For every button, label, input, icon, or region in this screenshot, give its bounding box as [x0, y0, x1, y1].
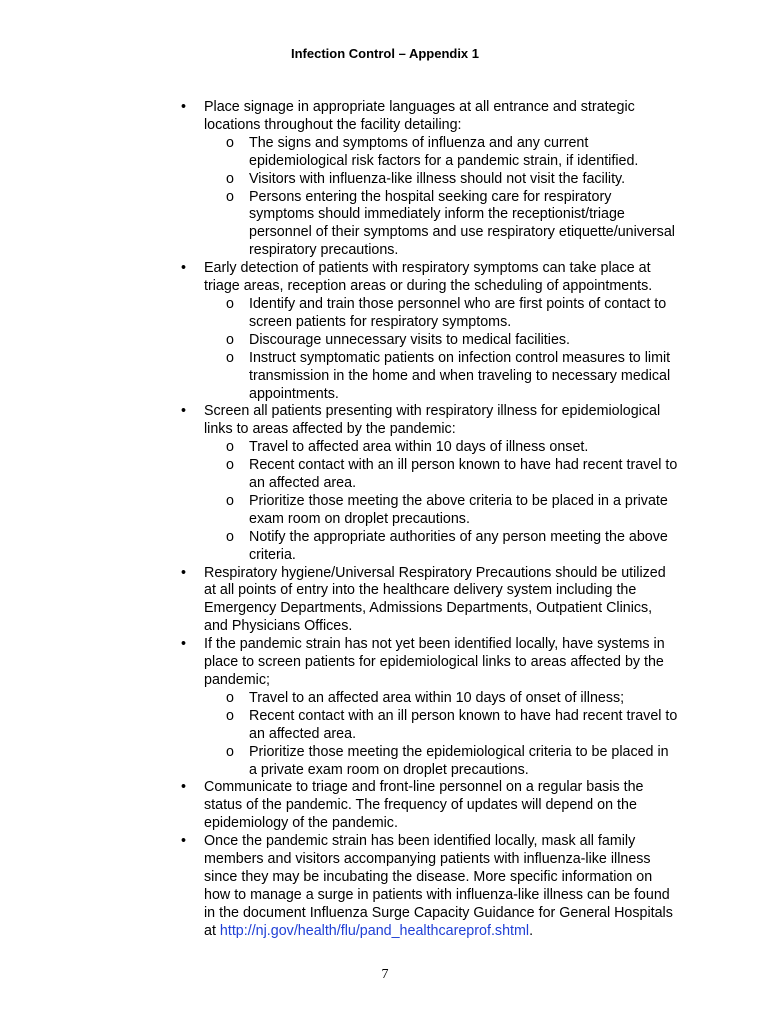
- bullet-list: [178, 99, 678, 941]
- sub-bullet-icon: o: [226, 457, 234, 474]
- sub-bullet-text: Travel to affected area within 10 days of illness onset.: [249, 439, 589, 456]
- sub-bullet-item: [204, 332, 678, 350]
- sub-bullet-item: [204, 493, 678, 529]
- bullet-text: Communicate to triage and front-line personnel on a regular basis the status of the pandemic. The frequency of updates will depend on the epidemiology of the pandemic.: [204, 779, 644, 832]
- sub-bullet-icon: o: [226, 295, 234, 312]
- bullet-item: [178, 565, 678, 637]
- sub-bullet-item: [204, 529, 678, 565]
- sub-bullet-text: Recent contact with an ill person known to have had recent travel to an affected area.: [249, 457, 678, 492]
- sub-bullet-text: Identify and train those personnel who are first points of contact to screen patients for respiratory symptoms.: [249, 295, 667, 330]
- bullet-item: [178, 779, 678, 833]
- bullet-text-end: .: [529, 922, 534, 939]
- sub-bullet-icon: o: [226, 492, 234, 509]
- bullet-icon: •: [181, 403, 187, 420]
- sub-bullet-item: [204, 296, 678, 332]
- sub-bullet-icon: o: [226, 331, 234, 348]
- sub-bullet-text: Notify the appropriate authorities of any person meeting the above criteria.: [249, 528, 668, 563]
- sub-bullet-icon: o: [226, 349, 234, 366]
- sub-bullet-item: [204, 189, 678, 261]
- sub-bullet-text: The signs and symptoms of influenza and any current epidemiological risk factors for a pandemic strain, if identified.: [249, 134, 639, 169]
- sub-bullet-text: Recent contact with an ill person known to have had recent travel to an affected area.: [249, 707, 678, 742]
- bullet-text: Screen all patients presenting with respiratory illness for epidemiological links to areas affected by the pandemic:: [204, 403, 661, 438]
- bullet-icon: •: [181, 260, 187, 277]
- guidance-link[interactable]: http://nj.gov/health/flu/pand_healthcareprof.shtml: [219, 922, 530, 939]
- bullet-text: If the pandemic strain has not yet been identified locally, have systems in place to screen patients for epidemiological links to areas affected by the pandemic;: [204, 636, 665, 688]
- sub-bullet-item: [204, 439, 678, 457]
- bullet-item: [178, 636, 678, 779]
- bullet-icon: •: [181, 636, 187, 653]
- bullet-text: Respiratory hygiene/Universal Respiratory Precautions should be utilized at all points of entry into the healthcare delivery system including the Emergency Departments, Admissions Departments, Outpatient Clinics, and Physicians Offices.: [204, 564, 666, 635]
- bullet-text: Place signage in appropriate languages at all entrance and strategic locations throughout the facility detailing:: [204, 99, 635, 133]
- sub-bullet-item: [204, 171, 678, 189]
- bullet-item: [178, 260, 678, 403]
- bullet-item: [178, 403, 678, 564]
- sub-bullet-icon: o: [226, 689, 234, 706]
- sub-bullet-icon: o: [226, 188, 234, 205]
- bullet-text: Early detection of patients with respiratory symptoms can take place at triage areas, reception areas or during the scheduling of appointments.: [204, 260, 653, 295]
- sub-bullet-item: [204, 708, 678, 744]
- sub-bullet-icon: o: [226, 528, 234, 545]
- bullet-icon: •: [181, 779, 187, 796]
- sub-bullet-text: Travel to an affected area within 10 days of onset of illness;: [249, 689, 625, 706]
- bullet-icon: •: [181, 99, 187, 115]
- sub-bullet-text: Visitors with influenza-like illness should not visit the facility.: [249, 170, 626, 187]
- sub-bullet-icon: o: [226, 743, 234, 760]
- sub-bullet-list: [204, 439, 678, 564]
- sub-bullet-list: [204, 690, 678, 780]
- bullet-item: [178, 99, 678, 260]
- sub-bullet-list: [204, 296, 678, 403]
- sub-bullet-list: [204, 135, 678, 260]
- bullet-list-container: [178, 99, 678, 941]
- sub-bullet-icon: o: [226, 439, 234, 456]
- page-number: 7: [381, 967, 389, 982]
- sub-bullet-item: [204, 135, 678, 171]
- sub-bullet-text: Discourage unnecessary visits to medical facilities.: [249, 331, 571, 348]
- sub-bullet-text: Persons entering the hospital seeking care for respiratory symptoms should immediately inform the receptionist/triage personnel of their symptoms and use respiratory etiquette/universal respiratory precautions.: [249, 188, 675, 259]
- sub-bullet-item: [204, 457, 678, 493]
- sub-bullet-text: Instruct symptomatic patients on infection control measures to limit transmission in the home and when traveling to necessary medical appointments.: [249, 349, 671, 402]
- bullet-text: Once the pandemic strain has been identified locally, mask all family members and visitors accompanying patients with influenza-like illness since they may be incubating the disease. More specific information on how to manage a surge in patients with influenza-like illness can be found in the document Influenza Surge Capacity Guidance for General Hospitals at: [204, 833, 673, 939]
- sub-bullet-icon: o: [226, 707, 234, 724]
- sub-bullet-icon: o: [226, 170, 234, 187]
- sub-bullet-text: Prioritize those meeting the above criteria to be placed in a private exam room on droplet precautions.: [249, 492, 668, 527]
- sub-bullet-item: [204, 690, 678, 708]
- sub-bullet-item: [204, 350, 678, 404]
- page-title: Infection Control – Appendix 1: [290, 46, 480, 61]
- bullet-icon: •: [181, 564, 187, 581]
- sub-bullet-text: Prioritize those meeting the epidemiological criteria to be placed in a private exam room on droplet precautions.: [249, 743, 669, 778]
- bullet-icon: •: [181, 833, 187, 850]
- sub-bullet-icon: o: [226, 134, 234, 151]
- sub-bullet-item: [204, 744, 678, 780]
- bullet-item: [178, 833, 678, 940]
